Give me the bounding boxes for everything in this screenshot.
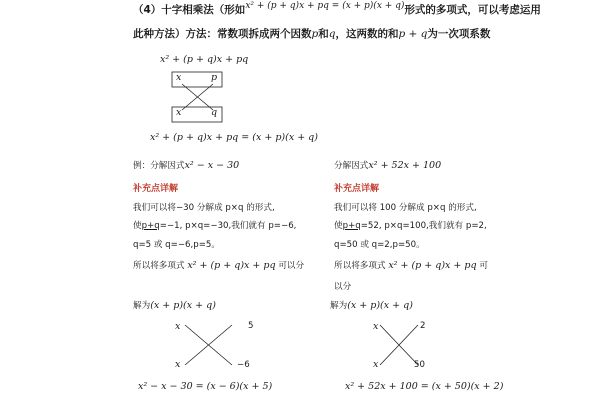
right-decompose-label: 解为 xyxy=(330,301,348,311)
right-cross-bottom-right: 50 xyxy=(414,360,425,370)
left-supplement-heading: 补充点详解 xyxy=(133,184,179,194)
diagram-result: x² + (p + q)x + pq = (x + p)(x + q) xyxy=(150,132,318,143)
right-prompt-label: 分解因式 xyxy=(334,161,369,171)
left-cross-top-right: 5 xyxy=(248,321,254,331)
left-final: x² − x − 30 = (x − 6)(x + 5) xyxy=(138,381,273,392)
right-decompose-expr: (x + p)(x + q) xyxy=(347,300,413,311)
right-body-1: 我们可以将 100 分解成 p×q 的形式, xyxy=(334,203,477,213)
left-prompt-label: 例：分解因式 xyxy=(133,161,185,171)
left-prompt-expr: x² − x − 30 xyxy=(184,160,240,171)
right-cross-top-left: x xyxy=(373,321,379,332)
left-cross-bottom-right: −6 xyxy=(237,360,250,370)
right-final: x² + 52x + 100 = (x + 50)(x + 2) xyxy=(345,381,504,392)
left-body-1: 我们可以将−30 分解成 p×q 的形式, xyxy=(133,203,275,213)
heading-tail: 形式的多项式，可以考虑运用 xyxy=(404,4,541,16)
left-body2-a: 使 xyxy=(133,221,142,231)
right-cross-top-right: 2 xyxy=(420,321,426,331)
heading-and: 和 xyxy=(318,28,329,40)
left-cross-bottom-left: x xyxy=(175,359,181,370)
right-prompt-expr: x² + 52x + 100 xyxy=(368,160,442,171)
left-conclusion xyxy=(133,259,304,271)
right-conclusion xyxy=(334,259,488,271)
right-prompt xyxy=(334,159,441,171)
left-body2-b: =−1, p×q=−30,我们就有 p=−6, xyxy=(159,221,297,231)
diagram-top-left: x xyxy=(176,72,182,83)
right-body-3: q=50 或 q=2,p=50。 xyxy=(334,240,425,250)
heading-p-plus-q: p + q xyxy=(398,28,428,40)
left-decompose-expr: (x + p)(x + q) xyxy=(150,300,216,311)
right-conclusion-a: 所以将多项式 xyxy=(334,261,386,271)
heading-form-inline: x² + (p + q)x + pq = (x + p)(x + q) xyxy=(245,1,405,11)
heading-line2-lead: 此种方法）方法：常数项拆成两个因数 xyxy=(133,28,312,40)
right-body2-b: =52, p×q=100,我们就有 p=2, xyxy=(360,221,487,231)
right-decompose xyxy=(330,299,413,311)
left-body-3: q=5 或 q=−6,p=5。 xyxy=(133,240,220,250)
right-conclusion-b: 可 xyxy=(479,261,488,271)
right-body-2 xyxy=(334,219,487,231)
right-body2-underline: p+q xyxy=(342,221,361,231)
left-body-2 xyxy=(133,219,296,231)
diagram-bottom-right: q xyxy=(211,107,218,118)
right-supplement-heading: 补充点详解 xyxy=(334,184,380,194)
heading-q: q xyxy=(328,28,336,40)
left-cross-top-left: x xyxy=(175,321,181,332)
diagram-formula: x² + (p + q)x + pq xyxy=(160,54,249,65)
right-conclusion-expr: x² + (p + q)x + pq xyxy=(388,260,477,271)
left-prompt xyxy=(133,159,239,171)
left-decompose-label: 解为 xyxy=(133,301,151,311)
heading-p: p xyxy=(311,28,319,40)
diagram-top-right: p xyxy=(211,72,218,83)
right-conclusion-cont: 以分 xyxy=(334,282,352,292)
heading-line2-tail: 为一次项系数 xyxy=(427,28,491,40)
heading-lead: （4）十字相乘法（形如 xyxy=(133,4,246,16)
left-body2-underline: p+q xyxy=(141,221,160,231)
right-cross-bottom-left: x xyxy=(373,359,379,370)
left-conclusion-b: 可以分 xyxy=(278,261,305,271)
heading-line2-mid: ，这两数的和 xyxy=(335,28,399,40)
right-body2-a: 使 xyxy=(334,221,343,231)
left-conclusion-a: 所以将多项式 xyxy=(133,261,185,271)
diagram-bottom-left: x xyxy=(176,107,182,118)
left-conclusion-expr: x² + (p + q)x + pq xyxy=(187,260,276,271)
left-decompose xyxy=(133,299,216,311)
